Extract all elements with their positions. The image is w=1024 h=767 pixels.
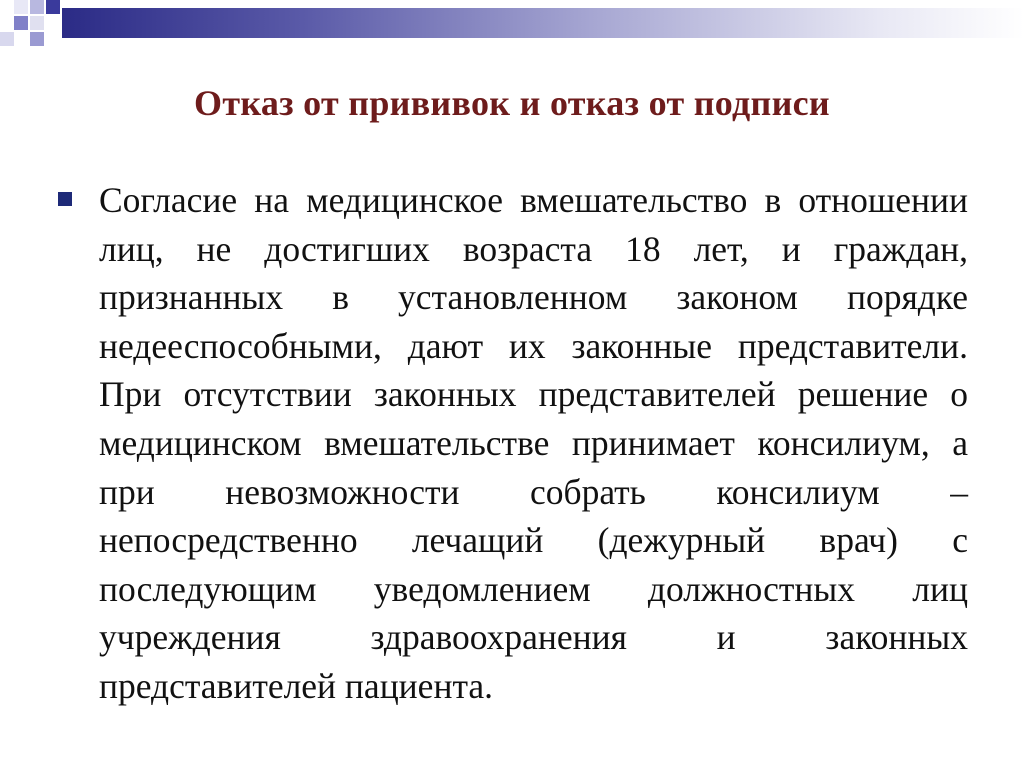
bullet-text: Согласие на медицинское вмешательство в отношении лиц, не достигших возраста 18 лет, и граждан, признанных в установленном законом порядке недееспособными, дают их законные представители. При отсутствии законных представителей решение о медицинском вмешательстве принимает консилиум, а при невозможности собрать консилиум – непосредственно лечащий (дежурный врач) с последующим уведомлением должностных лиц учреждения здравоохранения и законных представителей пациента. xyxy=(99,180,968,706)
decor-square xyxy=(46,0,60,14)
decor-square xyxy=(30,0,44,14)
slide-title: Отказ от прививок и отказ от подписи xyxy=(194,83,830,123)
bullet-item xyxy=(58,176,968,711)
decor-square xyxy=(30,32,44,46)
decor-square xyxy=(30,16,44,30)
decor-square xyxy=(0,32,14,46)
decor-square xyxy=(14,0,28,14)
header-gradient-bar xyxy=(62,8,1024,38)
decor-square xyxy=(14,16,28,30)
square-bullet-icon xyxy=(58,192,72,206)
